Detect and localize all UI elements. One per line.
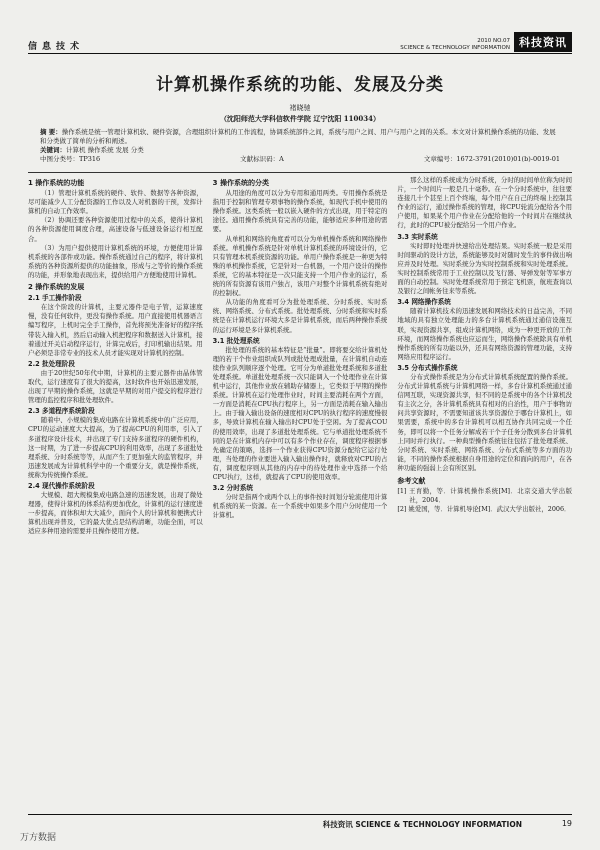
section-heading: 3.3 实时系统 [397, 232, 438, 241]
body-paragraph: 在这个阶段的计算机，主要元器件是电子管，运算速度慢，没有任何软件，更没有操作系统。用户直接使用机器语言编写程序，上机时完全手工操作，首先将预先准备好的程序纸带装入输入机，然后启动输入机把程序和数据送入计算机，接着通过开关启动程序运行，计算完成后，打印机输出结果。用户必须是非常专业的技术人员才能实现对计算机的控制。 [28, 303, 203, 357]
section-heading: 2.4 现代操作系统阶段 [28, 482, 95, 490]
body-paragraph: 从单机和网络的角度看可以分为单机操作系统和网络操作系统。单机操作系统是针对单机计算机系统的环境设计的，它只有管理本机系统资源的功能。单用户操作系统是一种更为特殊的单机操作系统，它是针对一台机器，一个用户设计的操作系统，它的基本特征是一次只能支持一个用户作业的运行，系统的所有资源有该用户独占，该用户对整个计算机系统有绝对的控制权。 [212, 234, 388, 298]
column-2 [213, 176, 388, 808]
column-1 [28, 176, 203, 808]
reference-item: [1] 王育勤，等．计算机操作系统[M]．北京交通大学出版社，2004． [397, 487, 573, 505]
references-title: 参考文献 [397, 477, 426, 485]
article-number: 文章编号：1672-3791(2010)01(b)-0019-01 [423, 155, 560, 163]
abstract-text: 操作系统是统一管理计算机软、硬件资源，合理组织计算机的工作流程，协调系统部件之间，系统与用户之间、用户与用户之间的关系。本文对计算机操作系统的功能、发展和分类做了简单的分析和阐述。 [40, 128, 556, 145]
column-3-body [397, 176, 572, 473]
body-paragraph: 分时是指两个或两个以上的事件按时间划分轮流使用计算机系统的某一资源。在一个系统中如果多个用户分时使用一个计算机。 [212, 493, 388, 520]
section-heading: 3.4 网络操作系统 [397, 298, 451, 307]
abstract-rule [28, 172, 572, 173]
section-heading: 2 操作系统的发展 [28, 283, 85, 292]
body-paragraph: 随着中、小规模的集成电路在计算机系统中的广泛应用，CPU的运动速度大大提高，为了提高CPU的利用率，引入了多道程序设计技术，并出现了专门支持多道程序的硬件机构，这一时期，为了进一步提高CPU的利用效率，出现了多道批处理系统、分时系统等等，从而产生了更加强大的监管程序，并迅速发展成为计算机科学中的一个重要分支，就是操作系统，统称为传统操作系统。 [28, 416, 203, 479]
section-heading: 2.1 手工操作阶段 [28, 294, 82, 303]
body-paragraph: （1）管理计算机系统的硬件、软件、数据等各种资源，尽可能减少人工分配资源的工作以及人对机器的干预，发挥计算机的自动工作效率。 [28, 189, 203, 216]
body-paragraph: 那么这样的系统成为分时系统，分时的时间单位称为时间片，一个时间片一般是几十毫秒。在一个分时系统中，往往要连接几十个甚至上百个终端，每个用户在自己的终端上控制其作业的运行，通过操作系统的管理，将CPU轮流分配给各个用户使用，如果某个用户作业在分配给他的一个时间片在继续执行，此时的CPU被分配给另一个用户作业。 [397, 176, 573, 230]
journal-brand-logo: 科技资讯 [514, 32, 572, 52]
keywords-label: 关键词： [40, 146, 66, 154]
section-heading: 2.3 多道程序系统阶段 [28, 407, 95, 416]
section-heading: 3.1 批处理系统 [212, 336, 260, 345]
body-paragraph: 从用途的角度可以分为专用和通用两类。专用操作系统是指用于控制和管理专项事物的操作系统，如现代手机中使用的操作系统。这类系统一般以嵌入硬件的方式出现，用于特定的途径。通用操作系统具有完善的功能，能够适应多种用途的需要。 [212, 189, 388, 234]
body-paragraph: 从功能的角度看可分为批处理系统、分时系统、实时系统、网络系统、分布式系统。批处理系统、分时系统和实时系统是在计算机运行环境大多是计算机系统，而后两种操作系统的运行环境是多计算机系统。 [212, 298, 388, 334]
section-heading: 2.2 批处理阶段 [28, 359, 75, 368]
body-paragraph: 批处理的系统的基本特征是“批量”。即将要交给计算机处理的若干个作业组织成队列或批处理成批量，在计算机自动连续作业队列顺序逐个处理。它可分为单道批处理系统和多道批处理系统。单道批处理系统一次只能调入一个处理作业在计算机中运行，其他作业放在辅助存储器上，它类似于早期的操作系统。计算机在运行处理作业时，时间主要消耗在两个方面，一方面是消耗在CPU执行程序上，另一方面是消耗在输入输出上。由于输入输出设备的速度相对CPU的执行程序的速度慢很多，导致计算机在输入输出时CPU处于空闲。为了提高COU的使用效率，出现了多道批处理系统。它与单道批处理系统不同的是在计算机内存中可以有多个作业存在，调度程序根据事先确定的策略，选择一个作业获得CPU资源分配给它运行处理，当处理的作业要进入输入输出操作时，就释放对CPU的占有，调度程序则从其他的内存中的待处理作业中选择一个给CPU执行，这样，就提高了CPU的使用效率。 [212, 345, 388, 481]
keywords-text: 计算机 操作系统 发展 分类 [66, 146, 144, 154]
article-author: 褚晓驰 [289, 104, 311, 112]
running-header [28, 28, 572, 54]
page-number: 19 [561, 819, 572, 828]
body-columns [28, 176, 572, 808]
column-3 [397, 176, 572, 808]
issue-label: 2010 NO.07 [477, 38, 510, 44]
reference-item: [2] 姚爱国，等．计算机导论[M]．武汉大学出版社，2006． [397, 505, 571, 514]
journal-en-name: SCIENCE & TECHNOLOGY INFORMATION [400, 45, 510, 51]
section-heading: 3.5 分布式操作系统 [397, 363, 458, 372]
body-paragraph: （3）为用户提供使用计算机系统的环境，方便使用计算机系统的各部件或功能。操作系统通过自己的程序，将计算机系统的各种资源所提供的功能抽象，形成与之等价的操作系统的功能，并形象地表现出来，提供给用户方便地使用计算机。 [28, 243, 203, 279]
document-code: 文献标识码：A [240, 155, 284, 163]
clc-number: 中图分类号：TP316 [40, 155, 101, 163]
footer-journal: 科技资讯 SCIENCE & TECHNOLOGY INFORMATION [322, 820, 522, 829]
body-paragraph: 由于20世纪50年代中期，计算机的主要元器件由晶体管取代，运行速度有了很大的提高，这时软件也开始迅速发展，出现了早期的操作系统，这就是早期的对用户提交的程序进行管理的监控程序和批处理软件。 [28, 368, 203, 405]
running-footer [28, 814, 572, 829]
journal-masthead [400, 32, 572, 52]
section-heading: 1 操作系统的功能 [28, 179, 85, 187]
body-paragraph: 分布式操作系统是为分布式计算机系统配置的操作系统。分布式计算机系统与计算机网络一样，多台计算机系统通过通信网互联，实现资源共享，但不同的是系统中的各个计算机没有主次之分，各计算机系统具有相对的自治性，用户于事物访问共享资源时，不需要知道该共享资源位于哪台计算机上，如果需要，系统中的多台计算机可以相互协作共同完成一个任务，即可以将一个任务分解成若干个子任务分散到多台计算机上同时并行执行。一种典型操作系统往往包括了批处理系统、分时系统、实时系统、网络系统、分布式系统等多方面的功能，不同的操作系统根据自身用途的定位和面向的用户，在各种功能的强弱上会有所区别。 [397, 372, 573, 472]
section-label: 信息技术 [28, 42, 85, 52]
abstract-block [40, 128, 560, 164]
section-heading: 3.2 分时系统 [212, 484, 254, 493]
body-paragraph: 随着计算机技术的迅速发展和网络技术的日益完善，不同地域的具有独立处理能力的多台计算机系统通过通信设施互联，实现资源共享，组成计算机网络，成为一种更开放的工作环境，而网络操作系统也应运而生，网络操作系统除具有单机操作系统的所有功能以外，还具有网络资源的管理功能，支持网络应用程序运行。 [397, 307, 573, 361]
classification-row [40, 155, 560, 164]
abstract-label: 摘 要： [40, 128, 62, 136]
journal-meta [400, 38, 510, 52]
section-heading: 3 操作系统的分类 [212, 179, 269, 187]
abstract [40, 128, 560, 146]
author-affiliation: （沈阳师范大学科信软件学院 辽宁沈阳 110034） [219, 114, 381, 123]
body-paragraph: 大规模、超大规模集成电路急速的迅速发展，出现了微处理器，使得计算机的体系结构更加优化，计算机的运行速度进一步提高，而体积却大大减少，面向个人的计算机和便携式计算机出现并普及，它的最大优点是结构清晰，功能全面，可以适应多种用途的需要并且操作使用方便。 [28, 491, 203, 536]
body-paragraph: （2）协调还要各种资源使用过程中的关系，使得计算机的各种资源使用调度合理，高速设备与低速设备运行相互配合。 [28, 216, 203, 243]
article-title: 计算机操作系统的功能、发展及分类 [156, 75, 444, 95]
database-watermark: 万方数据 [20, 833, 57, 843]
header-rule [28, 53, 572, 54]
keywords [40, 146, 560, 155]
body-paragraph: 实时即时处理并快速给出处理结果。实时系统一般是采用时间驱动的设计方法，系统能够及时对随时发生的事件做出响应并及时处理。实时系统分为实时控制系统和实时处理系统。实时控制系统常用于工业控制以及飞行器、导弹发射等军事方面的自动控制。实时处理系统常用于预定飞机票，航班查询以及银行之间帐务往来等系统。 [397, 241, 573, 296]
